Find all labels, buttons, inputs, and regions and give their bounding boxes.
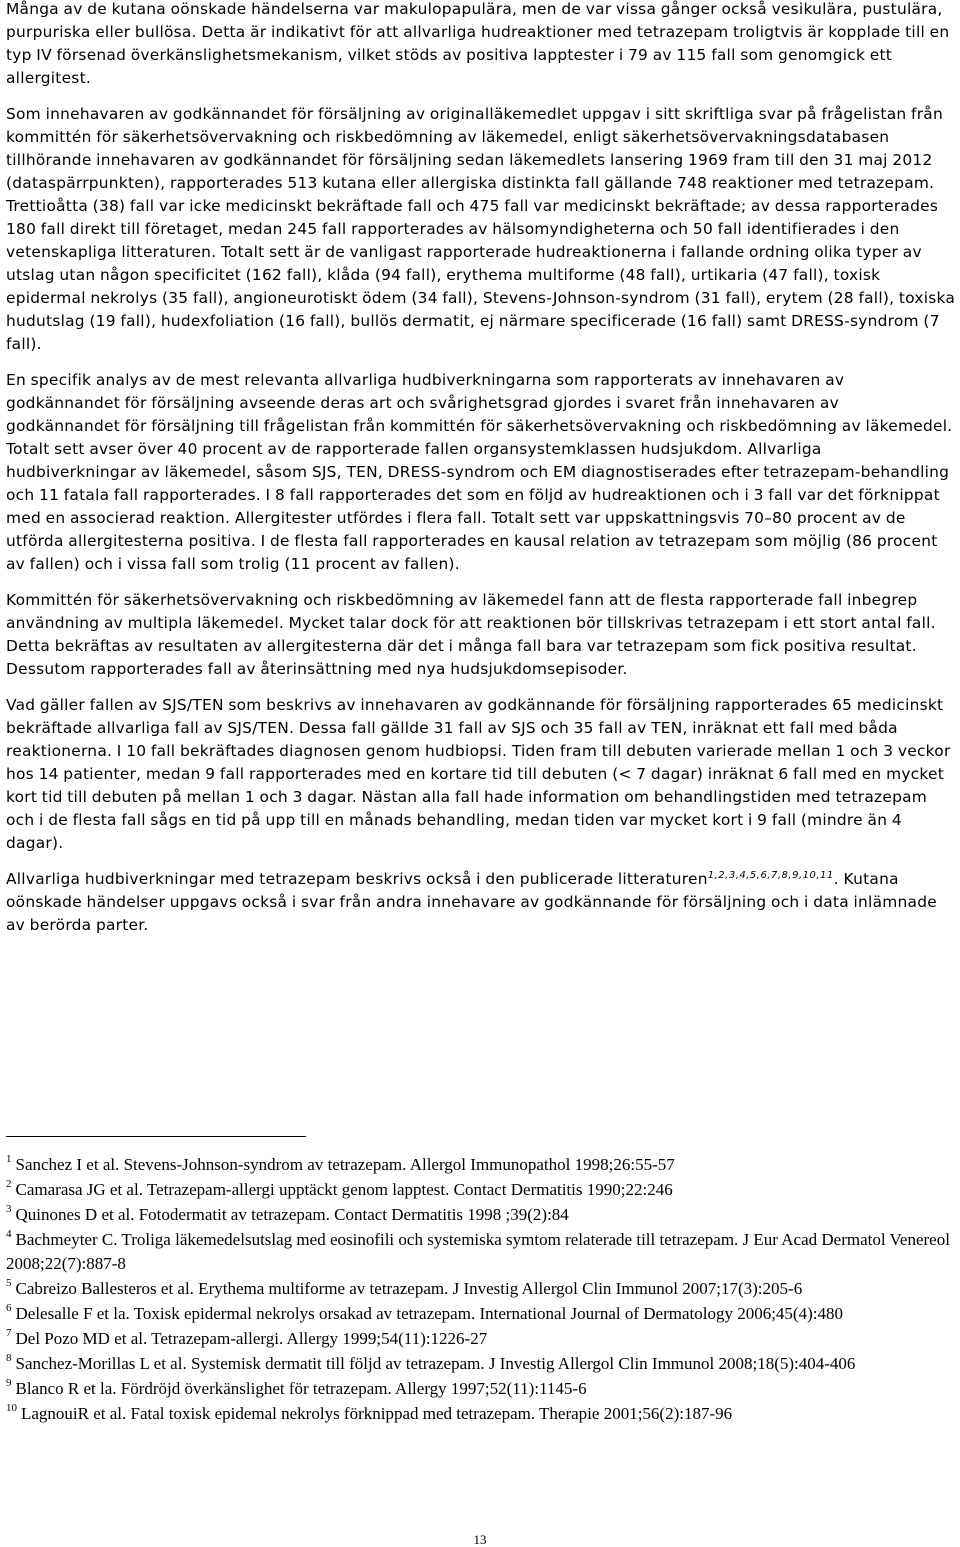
footnote-separator [6,1136,306,1137]
footnote-number: 10 [6,1402,17,1414]
footnote [6,1203,960,1227]
footnote-number: 2 [6,1178,12,1190]
footnote-number: 6 [6,1302,12,1314]
page-number: 13 [473,1532,487,1547]
body-paragraph: Kommittén för säkerhetsövervakning och riskbedömning av läkemedel fann att de flesta rapporterade fall inbegrep användning av multipla läkemedel. Mycket talar dock för att reaktionen bör tillskrivas tetrazepam i ett stort antal fall. Detta bekräftas av resultaten av allergitesterna där det i många fall bara var tetrazepam som fick positiva resultat. Dessutom rapporterades fall av återinsättning med nya hudsjukdomsepisoder. [6,591,936,678]
footnote-number: 9 [6,1377,12,1389]
footnote-text: Cabreizo Ballesteros et al. Erythema multiforme av tetrazepam. J Investig Allergol Clin Immunol 2007;17(3):205-6 [15,1279,803,1298]
footnote [6,1327,960,1351]
footnote-text: Del Pozo MD et al. Tetrazepam-allergi. Allergy 1999;54(11):1226-27 [15,1329,488,1348]
reference-markers: 1,2,3,4,5,6,7,8,9,10,11 [707,870,834,881]
footnote [6,1402,960,1426]
footnote-number: 3 [6,1203,12,1215]
footnote [6,1352,960,1376]
paragraph-text: Allvarliga hudbiverkningar med tetrazepam beskrivs också i den publicerade litteraturen [6,870,708,888]
footnote-text: Sanchez-Morillas L et al. Systemisk dermatit till följd av tetrazepam. J Investig Allergol Clin Immunol 2008;18(5):404-406 [15,1354,856,1373]
footnote-text: Camarasa JG et al. Tetrazepam-allergi upptäckt genom lapptest. Contact Dermatitis 1990;22:246 [15,1180,673,1199]
footnote-number: 1 [6,1153,12,1165]
footnote-number: 5 [6,1277,12,1289]
footnote-text: Sanchez I et al. Stevens-Johnson-syndrom av tetrazepam. Allergol Immunopathol 1998;26:55-57 [15,1155,675,1174]
paragraph-text: . Kutana oönskade händelser uppgavs också i svar från andra innehavare av godkännande för försäljning och i data inlämnade av berörda parter. [6,870,937,934]
footnote [6,1153,960,1177]
footnote [6,1228,960,1276]
footnote-text: Quinones D et al. Fotodermatit av tetrazepam. Contact Dermatitis 1998 ;39(2):84 [15,1205,569,1224]
footnote [6,1178,960,1202]
document-body [6,0,956,950]
body-paragraph: Vad gäller fallen av SJS/TEN som beskrivs av innehavaren av godkännande för försäljning rapporterades 65 medicinskt bekräftade allvarliga fall av SJS/TEN. Dessa fall gällde 31 fall av SJS och 35 fall av TEN, inräknat ett fall med båda reaktionerna. I 10 fall bekräftades diagnosen genom hudbiopsi. Tiden fram till debuten varierade mellan 1 och 3 veckor hos 14 patienter, medan 9 fall rapporterades med en kortare tid till debuten (< 7 dagar) inräknat 6 fall med en mycket kort tid till debuten på mellan 1 och 3 dagar. Nästan alla fall hade information om behandlingstiden med tetrazepam och i de flesta fall sågs en tid på upp till en månads behandling, medan tiden var mycket kort i 9 fall (mindre än 4 dagar). [6,696,951,852]
footnote-number: 8 [6,1352,12,1364]
footnote-number: 7 [6,1327,12,1339]
footnote [6,1302,960,1326]
footnote-number: 4 [6,1228,12,1240]
footnote-text: LagnouiR et al. Fatal toxisk epidemal nekrolys förknippad med tetrazepam. Therapie 2001;56(2):187-96 [21,1404,733,1423]
body-paragraph: Som innehavaren av godkännandet för försäljning av originalläkemedlet uppgav i sitt skriftliga svar på frågelistan från kommittén för säkerhetsövervakning och riskbedömning av läkemedel, enligt säkerhetsövervakningsdatabasen tillhörande innehavaren av godkännandet för försäljning sedan läkemedlets lansering 1969 fram till den 31 maj 2012 (dataspärrpunkten), rapporterades 513 kutana eller allergiska distinkta fall gällande 748 reaktioner med tetrazepam. Trettioåtta (38) fall var icke medicinskt bekräftade fall och 475 fall var medicinskt bekräftade; av dessa rapporterades 180 fall direkt till företaget, medan 245 fall rapporterades av hälsomyndigheterna och 50 fall identifierades i den vetenskapliga litteraturen. Totalt sett är de vanligast rapporterade hudreaktionerna i fallande ordning olika typer av utslag utan någon specificitet (162 fall), klåda (94 fall), erythema multiforme (48 fall), urtikaria (47 fall), toxisk epidermal nekrolys (35 fall), angioneurotiskt ödem (34 fall), Stevens-Johnson-syndrom (31 fall), erytem (28 fall), toxiska hudutslag (19 fall), hudexfoliation (16 fall), bullös dermatit, ej närmare specificerade (16 fall) samt DRESS-syndrom (7 fall). [6,105,956,353]
footnote-text: Bachmeyter C. Troliga läkemedelsutslag med eosinofili och systemiska symtom relaterade till tetrazepam. J Eur Acad Dermatol Venereol 2008;22(7):887-8 [6,1230,950,1273]
footnote-text: Blanco R et la. Fördröjd överkänslighet för tetrazepam. Allergy 1997;52(11):1145-6 [15,1379,587,1398]
footnote [6,1277,960,1301]
body-paragraph-literature [6,868,956,937]
body-paragraph: Många av de kutana oönskade händelserna var makulopapulära, men de var vissa gånger också vesikulära, pustulära, purpuriska eller bullösa. Detta är indikativt för att allvarliga hudreaktioner med tetrazepam troligtvis är kopplade till en typ IV försenad överkänslighetsmekanism, vilket stöds av positiva lapptester i 79 av 115 fall som genomgick ett allergitest. [6,0,950,87]
body-paragraph: En specifik analys av de mest relevanta allvarliga hudbiverkningarna som rapporterats av innehavaren av godkännandet för försäljning avseende deras art och svårighetsgrad gjordes i svaret från innehavaren av godkännandet för försäljning till frågelistan från kommittén för säkerhetsövervakning och riskbedömning av läkemedel. Totalt sett avser över 40 procent av de rapporterade fallen organsystemklassen hudsjukdom. Allvarliga hudbiverkningar av läkemedel, såsom SJS, TEN, DRESS-syndrom och EM diagnostiserades efter tetrazepam-behandling och 11 fatala fall rapporterades. I 8 fall rapporterades det som en följd av hudreaktionen och i 3 fall var det förknippat med en associerad reaktion. Allergitester utfördes i flera fall. Totalt sett var uppskattningsvis 70–80 procent av de utförda allergitesterna positiva. I de flesta fall rapporterades en kausal relation av tetrazepam som möjlig (86 procent av fallen) och i vissa fall som trolig (11 procent av fallen). [6,371,953,573]
footnote [6,1377,960,1401]
footnote-text: Delesalle F et la. Toxisk epidermal nekrolys orsakad av tetrazepam. International Journal of Dermatology 2006;45(4):480 [15,1304,843,1323]
footnotes [6,1153,960,1427]
